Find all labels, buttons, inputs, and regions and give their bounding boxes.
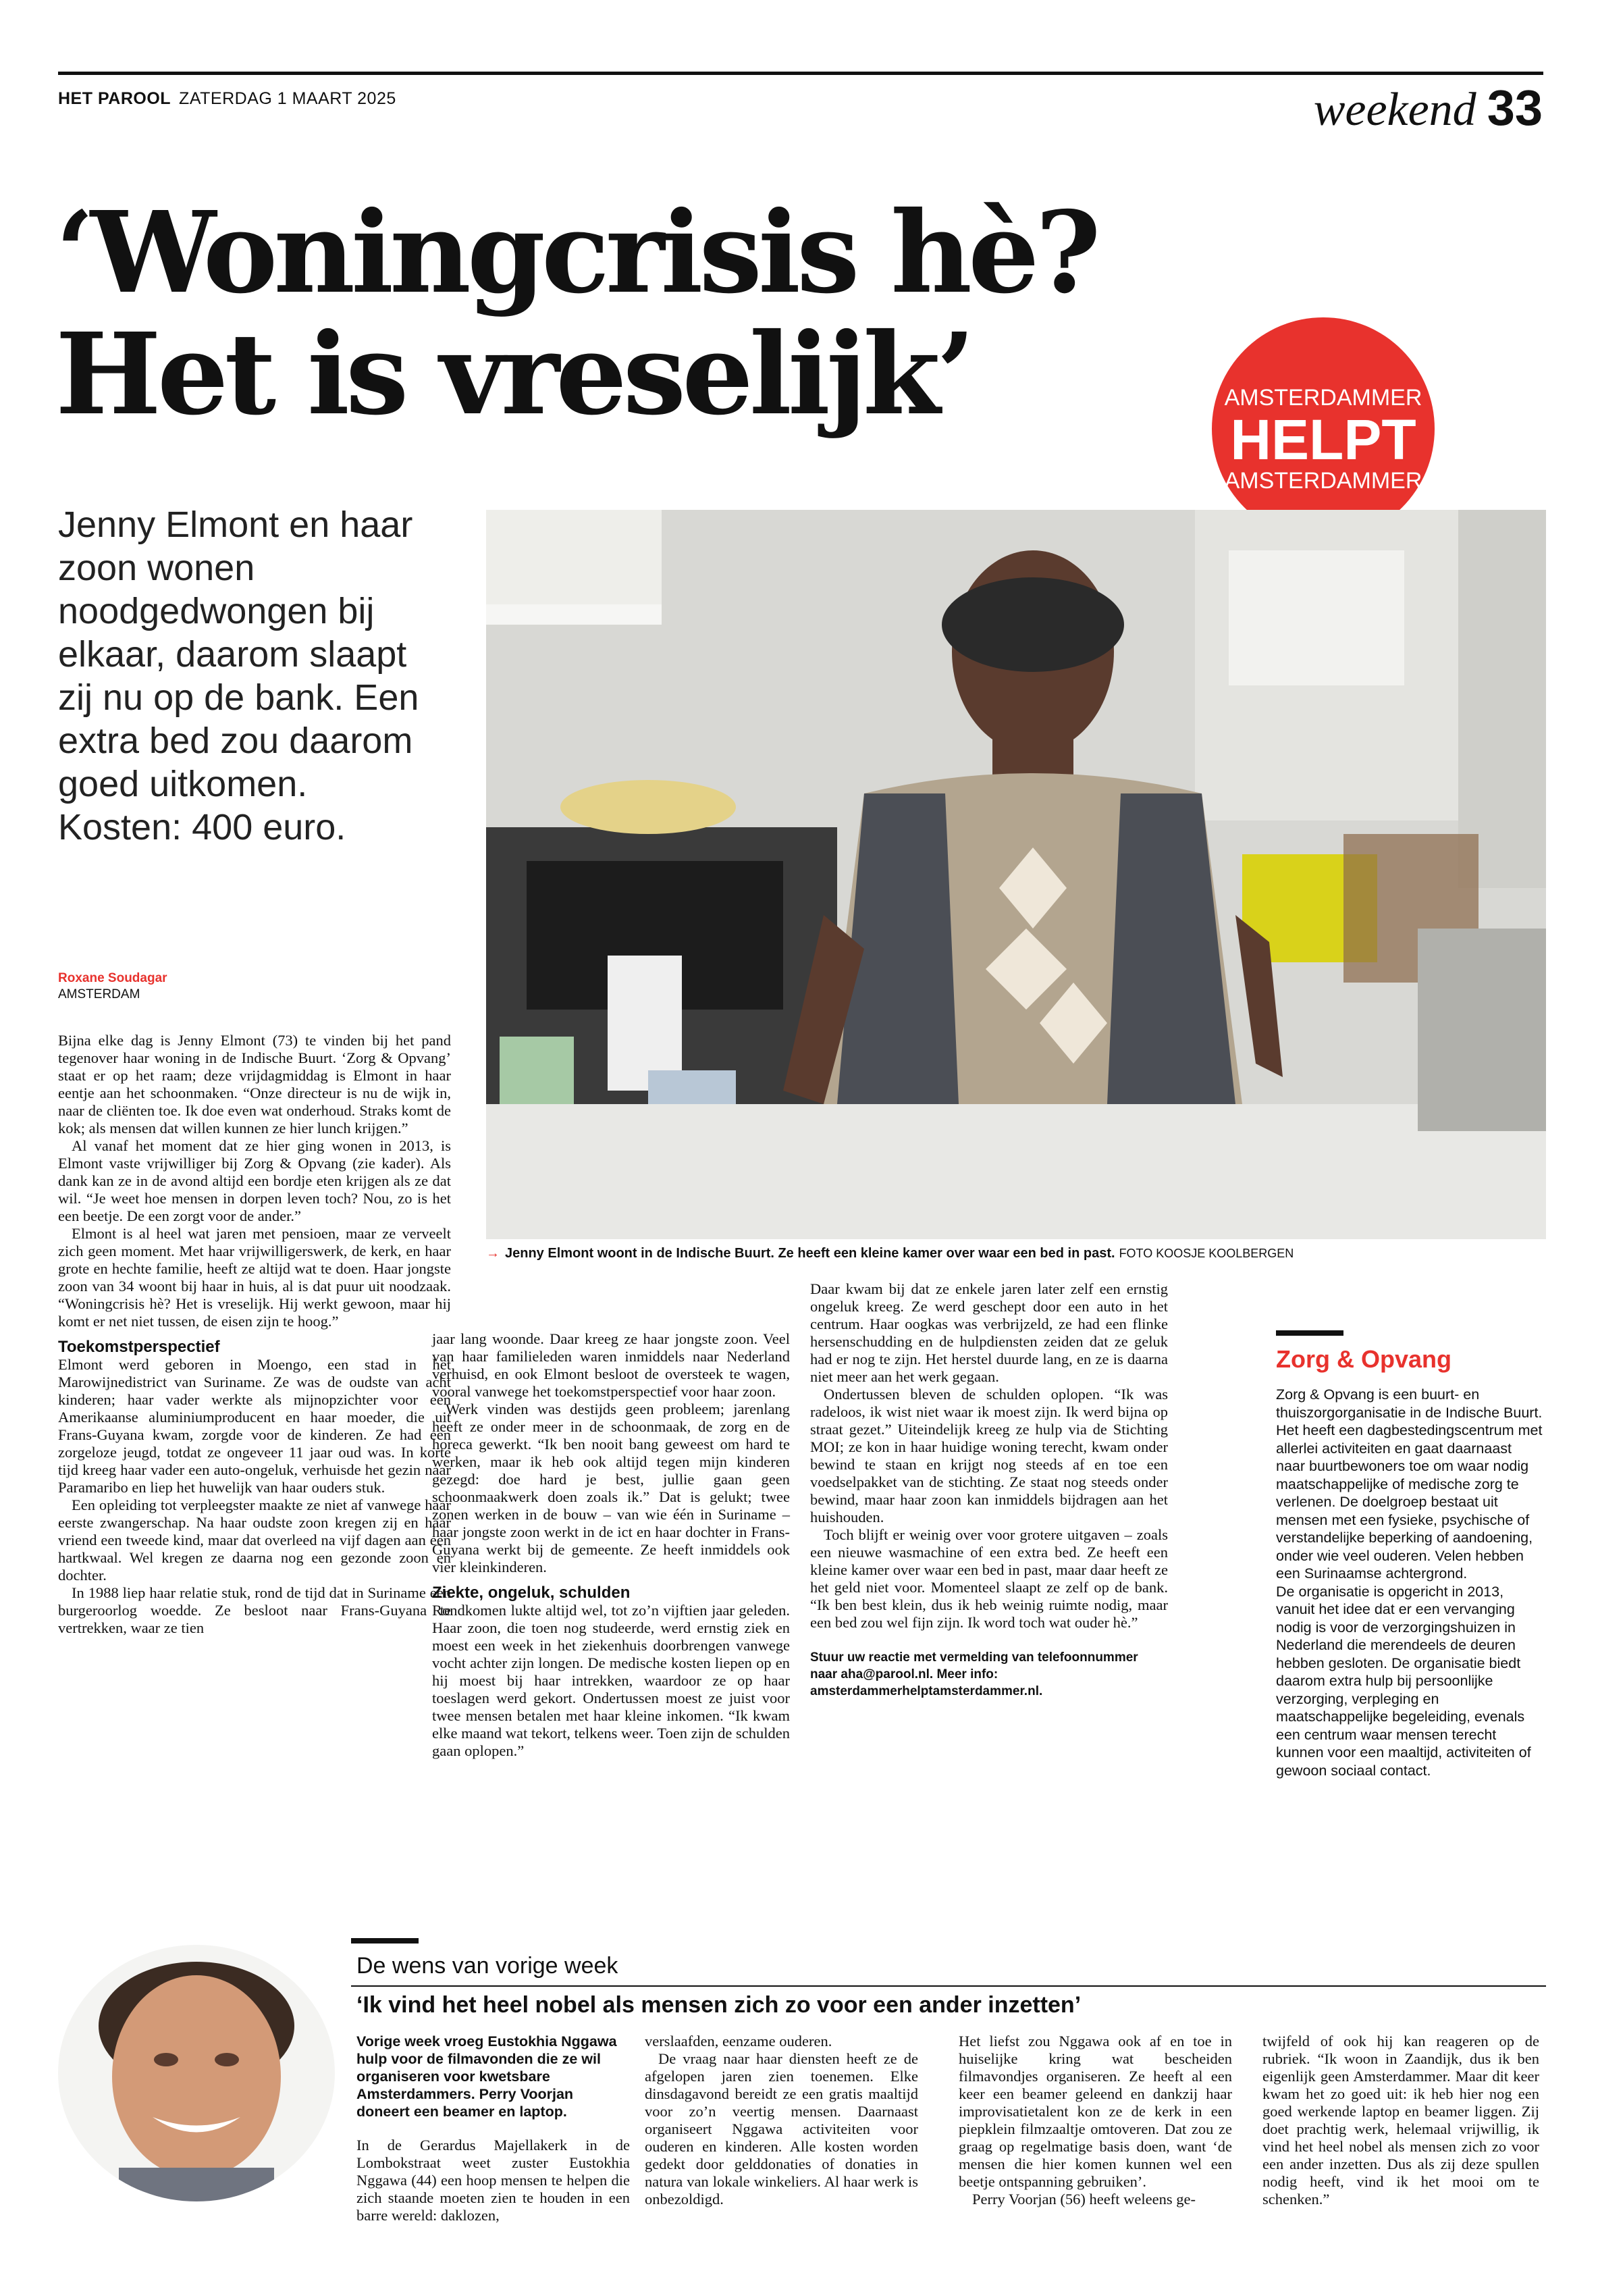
top-rule <box>58 72 1543 75</box>
article-paragraph: Een opleiding tot verpleegster maakte ze niet af vanwege haar eerste zwangerschap. Na haar oudste zoon kregen zij en haar vriend een tweede kind, maar dat overleed na vijf dagen aan een hartkwaal. Wel kregen ze daarna nog een gezonde zoon en dochter. <box>58 1496 451 1584</box>
perry-portrait <box>58 1945 335 2201</box>
wens-lead: Vorige week vroeg Eustokhia Nggawa hulp voor de filmavonden die ze wil organiseren voor kwetsbare Amsterdammers. Perry Voorjan doneert een beamer en laptop. <box>356 2033 617 2120</box>
issue-date: ZATERDAG 1 MAART 2025 <box>179 89 396 108</box>
article-paragraph: Rondkomen lukte altijd wel, tot zo’n vijftien jaar geleden. Haar zoon, die toen nog studeerde, werd ernstig ziek en moest een week in het ziekenhuis doorbrengen vanwege vocht achter zijn longen. De medische kosten liepen op en hij moest bij haar intrekken, waardoor ze op haar toeslagen werd gekort. Ondertussen moest ze juist voor twee mensen betalen met haar kleine inkomen. “Ik kwam elke maand wat tekort, telkens weer. Toen zijn de schulden gaan oplopen.” <box>432 1602 790 1759</box>
caption-text: Jenny Elmont woont in de Indische Buurt. Ze heeft een kleine kamer over waar een bed in past. <box>505 1246 1115 1261</box>
headline-line-1: ‘Woningcrisis hè? <box>55 187 1097 319</box>
article-paragraph: In 1988 liep haar relatie stuk, rond de tijd dat in Suriname een burgeroorlog woedde. Ze besloot naar Frans-Guyana te vertrekken, waar ze tien <box>58 1584 451 1636</box>
wens-title: ‘Ik vind het heel nobel als mensen zich zo voor een ander inzetten’ <box>356 1992 1082 2018</box>
photo-caption <box>486 1246 1546 1261</box>
wens-column-4 <box>1262 2033 1539 2208</box>
caption-arrow-icon: → <box>486 1246 500 1261</box>
section-header <box>1314 81 1543 137</box>
logo-middle-text: HELPT <box>1230 408 1416 471</box>
article-paragraph: Daar kwam bij dat ze enkele jaren later zelf een ernstig ongeluk kreeg. Ze werd geschept door een auto in het centrum. Haar oogkas was verbrijzeld, ze had een flinke hersenschudding en de hulpdiensten zeiden dat ze geluk had er nog te zijn. Het herstel duurde lang, en ze is daarna niet meer aan het werk gegaan. <box>810 1280 1168 1385</box>
wens-bar <box>351 1938 419 1943</box>
wens-paragraph: Het liefst zou Nggawa ook af en toe in huiselijke kring wat bescheiden filmavondjes organiseren. Ze heeft al een keer een beamer geleend en dankzij haar improvisatietalent kon ze de kerk in een piepklein filmzaaltje omtoveren. Dat zou ze graag op regelmatige basis doen, want ‘de mensen die hier komen kunnen wel een beetje ontspanning gebruiken’. <box>959 2033 1232 2190</box>
article-paragraph: Al vanaf het moment dat ze hier ging wonen in 2013, is Elmont vaste vrijwilliger bij Zorg & Opvang (zie kader). Als dank kan ze in de avond altijd een bordje eten krijgen als ze dat wil. “Je weet hoe mensen in dorpen leven toch? Nou, zo is het een beetje. De een zorgt voor de ander.” <box>58 1137 451 1224</box>
article-paragraph: Werk vinden was destijds geen probleem; jarenlang heeft ze onder meer in de schoonmaak, de zorg en de horeca gewerkt. “Ik ben nooit bang geweest om hard te werken, maar ik heb ook altijd tegen mijn kinderen gezegd: doe hard je best, jullie gaan geen schoonmaakwerk doen zoals ik.” Dat is gelukt; twee zonen werken in de bouw – van wie één in Suriname – haar jongste zoon werkt in de ict en haar dochter in Frans-Guyana werkt bij de gemeente. Ze heeft inmiddels ook vier kleinkinderen. <box>432 1401 790 1575</box>
main-photo <box>486 510 1546 1239</box>
kader-paragraph: De organisatie is opgericht in 2013, vanuit het idee dat er een vervanging nodig is voor de verzorgingshuizen in Nederland die merendeels de deuren hebben gesloten. De organisatie biedt daarom extra hulp bij persoonlijke verzorging, verpleging en maatschappelijke begeleiding, evenals een centrum waar mensen terecht kunnen voor een maaltijd, activiteiten of gewoon sociaal contact. <box>1276 1583 1531 1779</box>
wens-column-1 <box>356 2033 630 2224</box>
headline-line-2: Het is vreselijk’ <box>55 309 971 440</box>
wens-column-2 <box>645 2033 918 2208</box>
wens-paragraph: Perry Voorjan (56) heeft weleens ge- <box>972 2191 1196 2208</box>
article-column-2 <box>432 1330 790 1760</box>
wens-label: De wens van vorige week <box>356 1953 618 1979</box>
contact-info: Stuur uw reactie met vermelding van telefoonnummer naar aha@parool.nl. Meer info: amsterdammerhelptamsterdammer.nl. <box>810 1650 1138 1698</box>
logo-top-text: AMSTERDAMMER <box>1224 385 1422 411</box>
photo-credit: FOTO KOOSJE KOOLBERGEN <box>1119 1247 1294 1260</box>
wens-paragraph: In de Gerardus Majellakerk in de Lombokstraat weet zuster Eustokhia Nggawa (44) een hoop mensen te helpen die zich staande moeten zien te houden in een barre wereld: daklozen, <box>356 2137 630 2224</box>
wens-rule <box>351 1985 1546 1987</box>
article-paragraph: Elmont werd geboren in Moengo, een stad in het Marowijnedistrict van Suriname. Ze was de oudste van acht kinderen; haar vader werkte als mijnopzichter voor een Amerikaanse aluminiumproducent en haar moeder, die uit Frans-Guyana kwam, zorgde voor de kinderen. Ze had een zorgeloze jeugd, totdat ze ongeveer 11 jaar oud was. In korte tijd kreeg haar vader een auto-ongeluk, verhuisde het gezin naar Paramaribo en liep het huwelijk van haar ouders stuk. <box>58 1356 451 1496</box>
article-paragraph: Elmont is al heel wat jaren met pensioen, maar ze verveelt zich geen moment. Met haar vrijwilligerswerk, de kerk, en haar grote en hechte familie, heeft ze altijd wat te doen. Haar jongste zoon van 34 woont bij haar in huis, al is dat puur uit noodzaak. “Woningcrisis hè? Het is vreselijk. Hij werkt gewoon, maar hij komt er net niet tussen, de eisen zijn te hoog.” <box>58 1225 451 1330</box>
kader-body <box>1276 1386 1543 1779</box>
wens-column-3 <box>959 2033 1232 2208</box>
headline <box>55 187 1203 440</box>
dateline: AMSTERDAM <box>58 987 140 1001</box>
article-column-3 <box>810 1280 1168 1700</box>
author-name: Roxane Soudagar <box>58 971 167 985</box>
masthead <box>58 89 396 109</box>
article-paragraph: Bijna elke dag is Jenny Elmont (73) te vinden bij het pand tegenover haar woning in de Indische Buurt. ‘Zorg & Opvang’ staat er op het raam; deze vrijdagmiddag is Elmont in haar eentje aan het schoonmaken. “Onze directeur is nu de wijk in, naar de cliënten toe. Ik doe even wat onderhoud. Straks komt de kok; als mensen dat willen kunnen ze hier lunch krijgen.” <box>58 1032 451 1137</box>
article-paragraph: Toch blijft er weinig over voor grotere uitgaven – zoals een nieuwe wasmachine of een extra bed. Ze heeft een kleine kamer over waar een bed in past, maar daar heeft ze het geld niet voor. Momenteel slaapt ze zelf op de bank. “Ik ben best klein, dus ik heb weinig ruimte nodig, maar een bed zou wel fijn zijn. Ik word toch wat ouder hè.” <box>810 1526 1168 1631</box>
page-number: 33 <box>1487 80 1543 136</box>
wens-paragraph: twijfeld of ook hij kan reageren op de rubriek. “Ik woon in Zaandijk, dus ik ben eigenlijk geen Amsterdammer. Maar dit keer kwam het zo goed uit: ik heb hier nog een goed werkende laptop en beamer liggen. Zij doet prachtig werk, helemaal vrijwillig, ik vind het heel nobel als mensen zich zo voor een ander inzetten. Dus als zij deze spullen nodig heeft, vind ik het mooi om te schenken.” <box>1262 2033 1539 2208</box>
wens-paragraph: verslaafden, eenzame ouderen. <box>645 2033 832 2050</box>
kader-paragraph: Zorg & Opvang is een buurt- en thuiszorgorganisatie in de Indische Buurt. Het heeft een dagbestedingscentrum met allerlei activiteiten en gaat daarnaast naar buurtbewoners toe om waar nodig maatschappelijke of medische zorg te verlenen. De doelgroep bestaat uit mensen met een fysieke, psychische of verstandelijke beperking of aandoening, onder wie veel ouderen. Velen hebben een Surinaamse achtergrond. <box>1276 1386 1543 1582</box>
subheading-ziekte: Ziekte, ongeluk, schulden <box>432 1584 631 1602</box>
amsterdammer-helpt-logo <box>1212 317 1435 540</box>
article-paragraph: jaar lang woonde. Daar kreeg ze haar jongste zoon. Veel van haar familieleden waren inmiddels naar Nederland verhuisd, en ook Elmont besloot de oversteek te wagen, vooral vanwege het toekomstperspectief voor haar zoon. <box>432 1330 790 1400</box>
logo-bottom-text: AMSTERDAMMER <box>1224 468 1422 494</box>
kader-bar <box>1276 1330 1343 1336</box>
kader-title: Zorg & Opvang <box>1276 1345 1451 1373</box>
section-name: weekend <box>1313 84 1476 136</box>
article-paragraph: Ondertussen bleven de schulden oplopen. “Ik was radeloos, ik wist niet waar ik moest zijn. Ik werd bijna op straat gezet.” Uiteindelijk kreeg ze hulp via de Stichting MOI; ze kon in haar huidige woning terecht, kwam onder bewind te staan en krijgt nog steeds af en toe een voedselpakket van de stichting. Ze staat nog steeds onder bewind, maar haar zoon kan inmiddels bijdragen aan het huishouden. <box>810 1386 1168 1525</box>
paper-name: HET PAROOL <box>58 89 171 108</box>
byline <box>58 970 167 1003</box>
subheading-toekomstperspectief: Toekomstperspectief <box>58 1338 220 1356</box>
intro-text: Jenny Elmont en haar zoon wonen noodgedwongen bij elkaar, daarom slaapt zij nu op de bank. Een extra bed zou daarom goed uitkomen. Kosten: 400 euro. <box>58 504 419 847</box>
article-column-1 <box>58 1032 451 1637</box>
wens-paragraph: De vraag naar haar diensten heeft ze de afgelopen jaren zien toenemen. Elke dinsdagavond bereidt ze een gratis maaltijd voor zo’n veertig mensen. Daarnaast organiseert Nggawa activiteiten voor ouderen en kinderen. Alle kosten worden gedekt door gelddonaties of donaties in natura van lokale winkeliers. Al haar werk is onbezoldigd. <box>645 2050 918 2208</box>
